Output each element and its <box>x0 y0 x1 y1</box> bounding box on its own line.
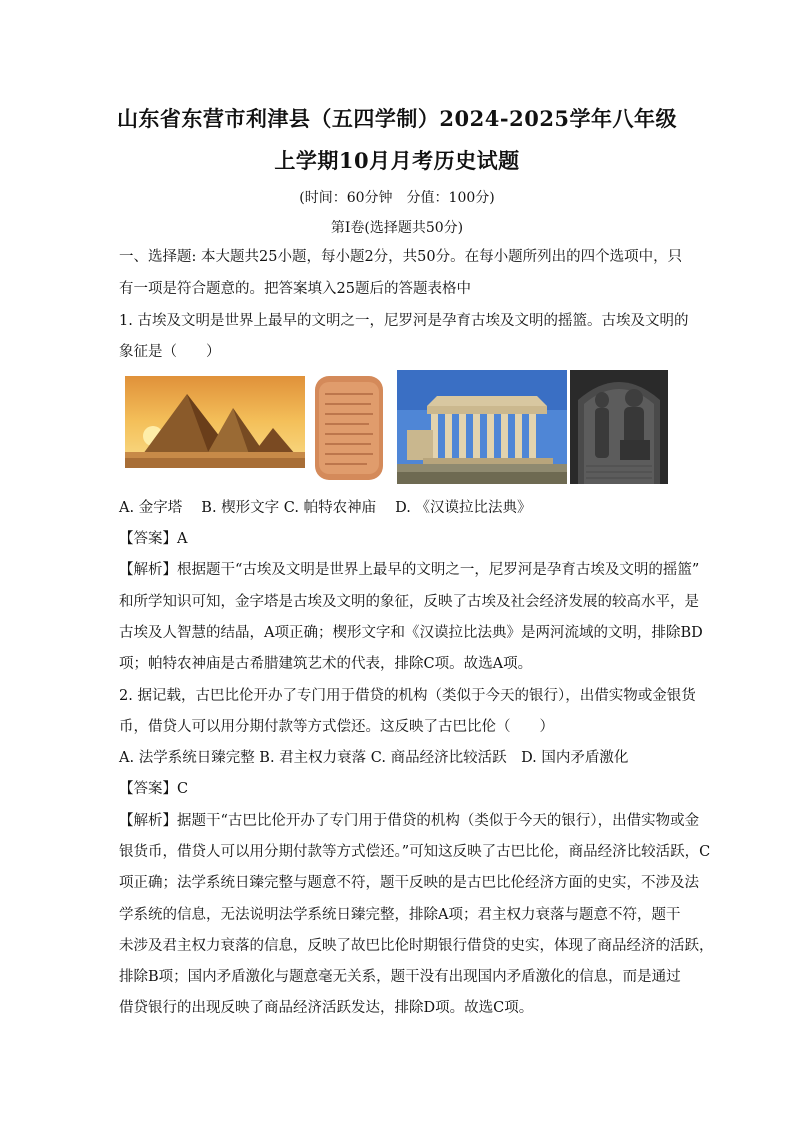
instructions-line: 有一项是符合题意的。把答案填入25题后的答题表格中 <box>119 281 471 297</box>
q2-analysis-line: 借贷银行的出现反映了商品经济活跃发达，排除D项。故选C项。 <box>119 1000 534 1016</box>
q1-analysis-line: 和所学知识可知，金字塔是古埃及文明的象征，反映了古埃及社会经济发展的较高水平，是 <box>119 594 699 610</box>
hammurabi-stele-image <box>570 370 668 484</box>
q1-analysis-line: 项；帕特农神庙是古希腊建筑艺术的代表，排除C项。故选A项。 <box>119 656 533 672</box>
time-score-info: (时间：60分钟 分值：100分) <box>299 190 495 206</box>
q2-analysis-line: 学系统的信息，无法说明法学系统日臻完整，排除A项；君主权力衰落与题意不符，题干 <box>119 907 681 923</box>
q2-analysis-line: 【解析】据题干“古巴比伦开办了专门用于借贷的机构（类似于今天的银行），出借实物或金 <box>119 813 700 829</box>
section-heading: 第Ⅰ卷(选择题共50分) <box>330 220 464 236</box>
cuneiform-tablet-image <box>311 372 387 484</box>
exam-title-line2: 上学期10月月考历史试题 <box>274 148 520 173</box>
exam-title-line1: 山东省东营市利津县（五四学制）2024-2025学年八年级 <box>116 106 678 131</box>
q2-analysis-line: 未涉及君主权力衰落的信息，反映了故巴比伦时期银行借贷的史实，体现了商品经济的活跃， <box>119 938 714 954</box>
q2-options: A. 法学系统日臻完整 B. 君主权力衰落 C. 商品经济比较活跃 D. 国内矛盾激化 <box>119 750 629 766</box>
q2-analysis-line: 排除B项；国内矛盾激化与题意毫无关系，题干没有出现国内矛盾激化的信息，而是通过 <box>119 969 681 985</box>
q2-analysis-line: 银货币，借贷人可以用分期付款等方式偿还。”可知这反映了古巴比伦，商品经济比较活跃，C <box>119 844 711 860</box>
q2-analysis-line: 项正确；法学系统日臻完整与题意不符，题干反映的是古巴比伦经济方面的史实，不涉及法 <box>119 875 699 891</box>
q1-image-strip <box>122 370 670 488</box>
q1-analysis-line: 【解析】根据题干“古埃及文明是世界上最早的文明之一，尼罗河是孕育古埃及文明的摇篮” <box>119 562 700 578</box>
q1-stem-line: 1. 古埃及文明是世界上最早的文明之一，尼罗河是孕育古埃及文明的摇篮。古埃及文明的 <box>119 313 689 329</box>
q1-analysis-line: 古埃及人智慧的结晶，A项正确；楔形文字和《汉谟拉比法典》是两河流域的文明，排除BD <box>119 625 703 641</box>
q1-answer: 【答案】A <box>119 531 188 547</box>
q1-stem-line: 象征是（ ） <box>119 344 221 360</box>
q2-stem-line: 币，借贷人可以用分期付款等方式偿还。这反映了古巴比伦（ ） <box>119 719 554 735</box>
pyramids-image <box>125 376 305 468</box>
instructions-line: 一、选择题: 本大题共25小题，每小题2分，共50分。在每小题所列出的四个选项中，只 <box>119 249 683 265</box>
parthenon-image <box>397 370 567 484</box>
q1-options: A. 金字塔 B. 楔形文字 C. 帕特农神庙 D. 《汉谟拉比法典》 <box>119 500 532 516</box>
q2-answer: 【答案】C <box>119 781 189 797</box>
q2-stem-line: 2. 据记载，古巴比伦开办了专门用于借贷的机构（类似于今天的银行），出借实物或金银货 <box>119 688 696 704</box>
